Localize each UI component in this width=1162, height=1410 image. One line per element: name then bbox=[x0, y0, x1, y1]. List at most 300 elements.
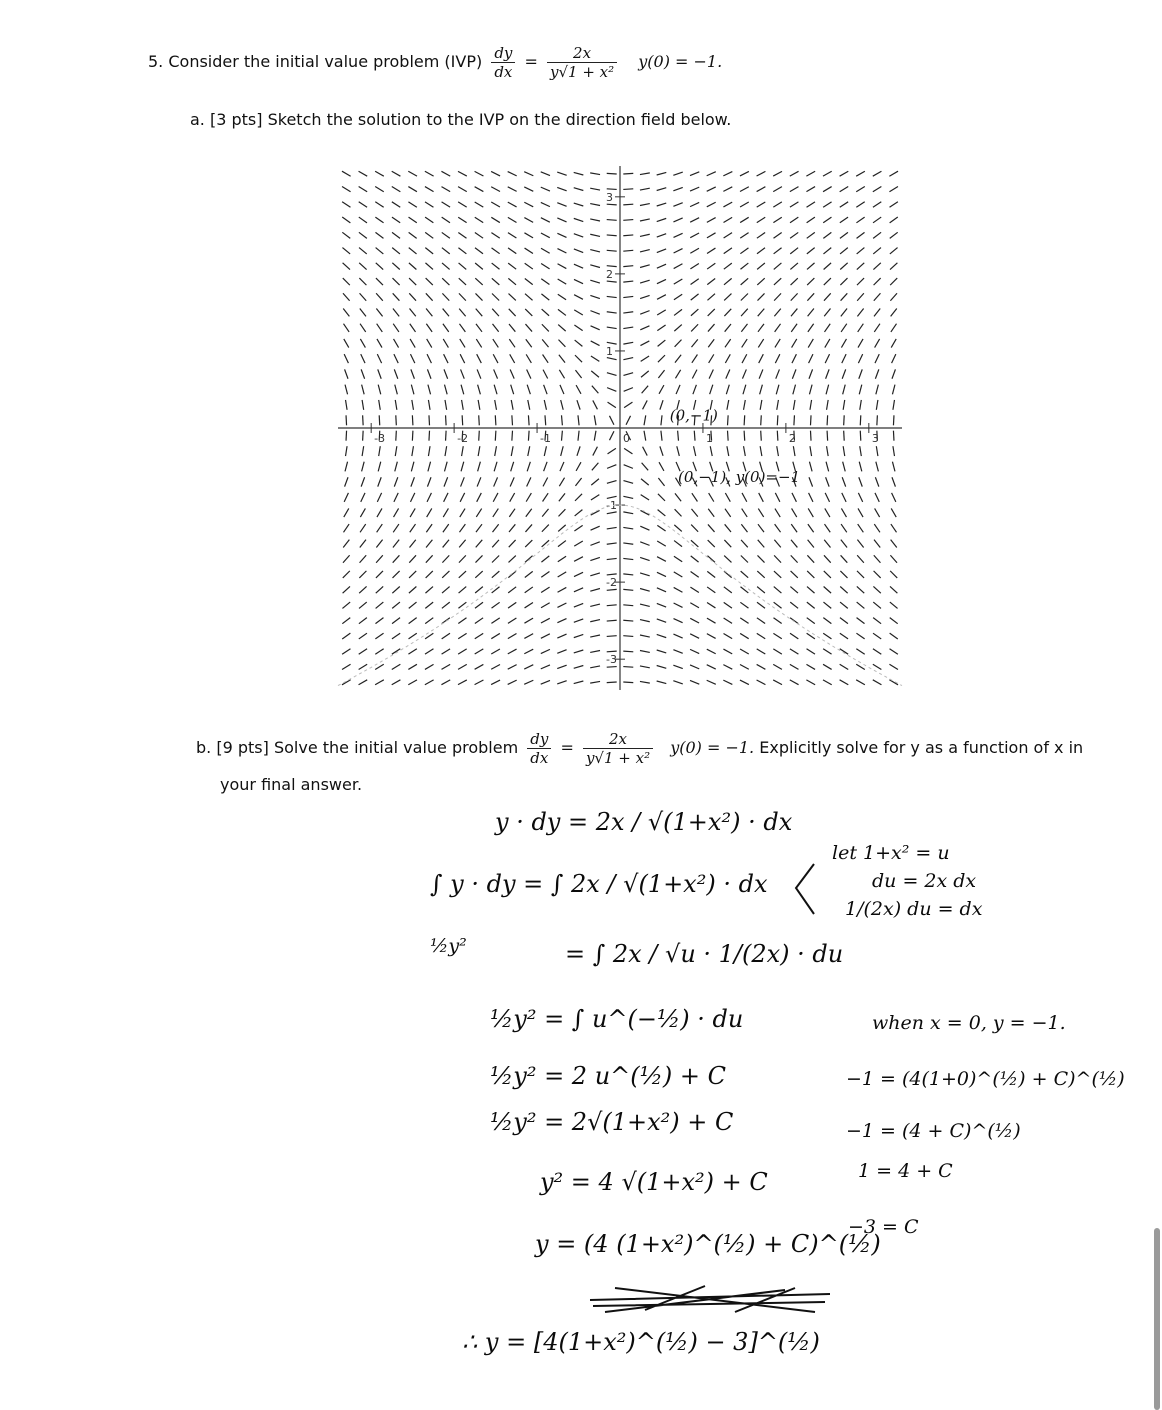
slope-segment bbox=[442, 618, 450, 624]
part-a-label: a. bbox=[190, 110, 205, 129]
scrollbar[interactable] bbox=[1154, 1228, 1160, 1410]
slope-segment bbox=[875, 508, 880, 517]
slope-segment bbox=[427, 369, 431, 378]
slope-segment bbox=[359, 217, 367, 223]
slope-segment bbox=[459, 324, 465, 332]
slope-segment bbox=[859, 462, 862, 472]
slope-segment bbox=[461, 369, 465, 378]
slope-segment bbox=[640, 604, 650, 606]
slope-segment bbox=[740, 602, 748, 608]
slope-segment bbox=[359, 263, 366, 270]
slope-segment bbox=[856, 680, 865, 685]
slope-segment bbox=[792, 354, 796, 363]
slope-segment bbox=[744, 400, 746, 410]
slope-segment bbox=[777, 431, 778, 441]
slope-segment bbox=[359, 232, 367, 238]
slope-segment bbox=[759, 369, 763, 378]
slope-segment bbox=[508, 263, 516, 269]
slope-segment bbox=[441, 680, 450, 685]
slope-segment bbox=[623, 496, 633, 498]
slope-segment bbox=[574, 310, 583, 315]
slope-segment bbox=[509, 294, 516, 301]
slope-segment bbox=[824, 524, 830, 532]
slope-segment bbox=[640, 250, 650, 252]
slope-segment bbox=[890, 555, 897, 562]
slope-segment bbox=[458, 202, 467, 207]
slope-segment bbox=[740, 171, 749, 176]
slope-segment bbox=[840, 278, 847, 285]
slope-segment bbox=[377, 524, 383, 532]
slope-segment bbox=[493, 524, 499, 532]
slope-segment bbox=[557, 203, 566, 207]
slope-segment bbox=[528, 400, 530, 410]
slope-segment bbox=[640, 681, 650, 683]
slope-segment bbox=[491, 187, 500, 192]
slope-segment bbox=[410, 508, 415, 517]
slope-segment bbox=[508, 217, 517, 222]
slope-segment bbox=[475, 171, 484, 176]
slope-segment bbox=[892, 462, 895, 472]
slope-segment bbox=[891, 324, 897, 332]
work-line-1: y · dy = 2x / √(1+x²) · dx bbox=[495, 808, 793, 836]
slope-segment bbox=[623, 342, 633, 344]
slope-segment bbox=[562, 431, 563, 441]
slope-segment bbox=[574, 234, 583, 237]
slope-segment bbox=[874, 293, 881, 300]
slope-segment bbox=[591, 526, 600, 530]
slope-segment bbox=[673, 218, 682, 222]
slope-segment bbox=[343, 571, 350, 578]
x-tick-label: 0 bbox=[623, 432, 630, 445]
slope-segment bbox=[425, 602, 433, 608]
slope-segment bbox=[840, 187, 849, 192]
slope-segment bbox=[740, 233, 748, 239]
slope-segment bbox=[825, 493, 829, 502]
slope-segment bbox=[475, 263, 483, 269]
slope-segment bbox=[410, 354, 414, 363]
slope-segment bbox=[544, 385, 548, 394]
slope-segment bbox=[758, 540, 765, 548]
slope-segment bbox=[444, 493, 448, 502]
substitution-du: du = 2x dx bbox=[872, 870, 977, 892]
slope-segment bbox=[707, 294, 715, 301]
slope-segment bbox=[607, 220, 617, 221]
work-line-8: y = (4 (1+x²)^(½) + C)^(½) bbox=[535, 1230, 881, 1258]
slope-segment bbox=[592, 463, 599, 471]
slope-segment bbox=[442, 187, 451, 192]
part-a-prompt bbox=[190, 110, 731, 129]
slope-segment bbox=[890, 217, 898, 223]
slope-segment bbox=[375, 664, 384, 669]
slope-segment bbox=[657, 279, 666, 283]
slope-segment bbox=[823, 217, 831, 223]
slope-segment bbox=[824, 555, 831, 562]
slope-segment bbox=[524, 634, 533, 639]
slope-segment bbox=[657, 603, 666, 607]
slope-segment bbox=[823, 232, 831, 238]
slope-segment bbox=[575, 510, 583, 516]
slope-segment bbox=[810, 446, 812, 456]
slope-segment bbox=[462, 446, 464, 456]
slope-segment bbox=[810, 400, 812, 410]
slope-segment bbox=[363, 431, 364, 441]
slope-segment bbox=[408, 171, 417, 176]
slope-segment bbox=[359, 633, 367, 639]
slope-segment bbox=[526, 339, 532, 347]
slope-segment bbox=[873, 633, 881, 639]
slope-segment bbox=[825, 339, 830, 348]
slope-segment bbox=[574, 588, 583, 592]
slope-segment bbox=[877, 415, 878, 425]
slope-segment bbox=[446, 415, 447, 425]
annotation-label: (0,−1) bbox=[669, 406, 718, 425]
slope-segment bbox=[378, 369, 381, 378]
rhs-fraction bbox=[547, 44, 617, 81]
slope-segment bbox=[774, 278, 781, 285]
slope-segment bbox=[346, 415, 347, 425]
slope-segment bbox=[856, 202, 864, 207]
slope-segment bbox=[623, 296, 633, 297]
slope-segment bbox=[690, 634, 699, 638]
slope-segment bbox=[543, 493, 549, 501]
slope-segment bbox=[790, 248, 798, 254]
slope-segment bbox=[873, 680, 882, 685]
slope-segment bbox=[791, 540, 797, 548]
annotation-label: (0,−1), y(0)=−1 bbox=[678, 467, 801, 486]
slope-segment bbox=[690, 218, 699, 222]
slope-segment bbox=[623, 250, 633, 251]
slope-segment bbox=[410, 493, 414, 502]
slope-segment bbox=[773, 217, 781, 222]
slope-segment bbox=[774, 602, 782, 608]
slope-segment bbox=[640, 219, 650, 221]
slope-segment bbox=[757, 649, 766, 654]
slope-segment bbox=[458, 602, 466, 608]
slope-segment bbox=[411, 369, 415, 378]
slope-segment bbox=[525, 324, 532, 332]
work-line-7: y² = 4 √(1+x²) + C bbox=[540, 1168, 768, 1196]
slope-segment bbox=[607, 651, 617, 652]
slope-segment bbox=[475, 233, 483, 239]
slope-segment bbox=[740, 618, 748, 624]
slope-segment bbox=[791, 524, 797, 532]
slope-segment bbox=[395, 385, 398, 395]
slope-segment bbox=[758, 339, 763, 347]
x-tick-label: 2 bbox=[788, 432, 796, 445]
slope-segment bbox=[590, 173, 600, 175]
slope-segment bbox=[445, 400, 447, 410]
slope-segment bbox=[726, 385, 729, 395]
slope-segment bbox=[360, 308, 366, 316]
slope-segment bbox=[761, 431, 762, 441]
slope-segment bbox=[541, 248, 550, 253]
slope-segment bbox=[725, 509, 731, 517]
slope-segment bbox=[773, 633, 781, 638]
slope-segment bbox=[724, 278, 732, 284]
slope-segment bbox=[757, 293, 764, 300]
slope-segment bbox=[558, 340, 565, 347]
slope-segment bbox=[492, 540, 499, 547]
slope-segment bbox=[826, 477, 830, 486]
slope-segment bbox=[442, 571, 449, 578]
slope-segment bbox=[495, 446, 497, 456]
slope-segment bbox=[557, 619, 566, 623]
slope-segment bbox=[691, 509, 697, 517]
slope-segment bbox=[557, 187, 566, 190]
slope-segment bbox=[875, 477, 878, 486]
slope-segment bbox=[425, 649, 433, 654]
slope-segment bbox=[659, 385, 664, 394]
slope-segment bbox=[827, 431, 828, 441]
slope-segment bbox=[707, 263, 715, 269]
slope-segment bbox=[657, 681, 667, 684]
slope-segment bbox=[607, 527, 617, 529]
slope-segment bbox=[741, 294, 748, 301]
slope-segment bbox=[623, 574, 633, 575]
slope-segment bbox=[809, 369, 813, 378]
slope-segment bbox=[393, 278, 400, 285]
slope-segment bbox=[376, 248, 384, 254]
slope-segment bbox=[827, 400, 829, 410]
slope-segment bbox=[874, 571, 881, 578]
slope-segment bbox=[807, 217, 815, 223]
slope-segment bbox=[724, 618, 732, 623]
slope-segment bbox=[541, 634, 550, 638]
slope-segment bbox=[425, 587, 433, 594]
slope-segment bbox=[541, 665, 550, 669]
substitution-dx: 1/(2x) du = dx bbox=[845, 898, 983, 920]
slope-segment bbox=[460, 493, 465, 502]
slope-segment bbox=[823, 602, 831, 608]
slope-segment bbox=[609, 416, 613, 425]
slope-segment bbox=[557, 634, 566, 638]
slope-segment bbox=[873, 171, 882, 176]
work-line-4: ½y² = ∫ u^(−½) · du bbox=[490, 1005, 744, 1033]
slope-segment bbox=[724, 602, 732, 608]
slope-segment bbox=[674, 525, 681, 532]
slope-segment bbox=[510, 477, 514, 486]
slope-segment bbox=[342, 186, 351, 191]
slope-segment bbox=[541, 649, 550, 653]
slope-segment bbox=[525, 309, 532, 316]
slope-segment bbox=[857, 540, 863, 548]
slope-segment bbox=[806, 187, 815, 192]
slope-segment bbox=[394, 477, 397, 486]
slope-segment bbox=[607, 465, 616, 469]
slope-segment bbox=[876, 385, 879, 395]
slope-segment bbox=[860, 415, 861, 425]
slope-segment bbox=[707, 202, 716, 207]
slope-segment bbox=[707, 618, 716, 623]
slope-segment bbox=[508, 587, 516, 593]
slope-segment bbox=[792, 369, 796, 378]
slope-segment bbox=[874, 324, 880, 332]
slope-segment bbox=[840, 263, 847, 270]
slope-segment bbox=[690, 649, 699, 653]
slope-segment bbox=[475, 571, 482, 578]
slope-segment bbox=[658, 494, 665, 501]
slope-segment bbox=[461, 477, 465, 486]
slope-segment bbox=[345, 369, 348, 378]
slope-segment bbox=[491, 680, 500, 685]
slope-segment bbox=[558, 541, 566, 547]
x-tick-label: 1 bbox=[705, 432, 713, 445]
slope-segment bbox=[808, 324, 814, 332]
slope-segment bbox=[757, 263, 765, 269]
slope-segment bbox=[807, 571, 814, 578]
slope-segment bbox=[757, 664, 766, 669]
slope-segment bbox=[760, 446, 762, 456]
slope-segment bbox=[443, 524, 449, 532]
slope-segment bbox=[442, 587, 450, 594]
slope-segment bbox=[593, 447, 598, 456]
slope-segment bbox=[560, 385, 564, 394]
slope-segment bbox=[591, 371, 599, 377]
slope-segment bbox=[458, 248, 466, 254]
slope-segment bbox=[893, 446, 895, 456]
slope-segment bbox=[525, 263, 533, 269]
slope-segment bbox=[857, 602, 865, 608]
slope-segment bbox=[544, 446, 546, 456]
slope-segment bbox=[575, 370, 581, 378]
slope-segment bbox=[411, 385, 414, 395]
slope-segment bbox=[773, 202, 782, 207]
slope-segment bbox=[425, 263, 433, 270]
slope-segment bbox=[708, 524, 715, 532]
slope-segment bbox=[807, 649, 815, 654]
slope-segment bbox=[508, 618, 516, 623]
slope-segment bbox=[843, 385, 846, 395]
slope-segment bbox=[657, 264, 666, 268]
slope-segment bbox=[558, 509, 565, 516]
slope-segment bbox=[541, 172, 550, 176]
slope-segment bbox=[657, 665, 667, 668]
slope-segment bbox=[346, 431, 347, 441]
slope-segment bbox=[791, 555, 798, 562]
slope-segment bbox=[740, 680, 749, 685]
slope-segment bbox=[345, 462, 348, 472]
slope-segment bbox=[674, 294, 682, 300]
slope-segment bbox=[408, 202, 416, 207]
slope-segment bbox=[343, 586, 350, 593]
slope-segment bbox=[545, 415, 546, 425]
slope-segment bbox=[476, 324, 482, 332]
slope-segment bbox=[475, 649, 484, 654]
slope-segment bbox=[707, 233, 716, 238]
slope-segment bbox=[541, 618, 550, 623]
slope-segment bbox=[773, 171, 782, 176]
slope-segment bbox=[640, 635, 650, 637]
slope-segment bbox=[359, 649, 367, 654]
slope-segment bbox=[690, 587, 698, 592]
part-b-ic: y(0) = −1. bbox=[670, 738, 755, 757]
slope-segment bbox=[607, 373, 617, 376]
slope-segment bbox=[491, 618, 499, 624]
slope-segment bbox=[623, 527, 633, 529]
slope-segment bbox=[640, 295, 649, 298]
slope-segment bbox=[860, 446, 862, 456]
slope-segment bbox=[827, 415, 828, 425]
slope-segment bbox=[840, 618, 848, 624]
slope-segment bbox=[891, 524, 897, 532]
slope-segment bbox=[527, 477, 531, 486]
slope-segment bbox=[458, 649, 467, 654]
slope-segment bbox=[574, 264, 583, 268]
work-line-5: ½y² = 2 u^(½) + C bbox=[490, 1062, 726, 1090]
slope-segment bbox=[857, 232, 865, 238]
slope-segment bbox=[342, 618, 350, 624]
slope-segment bbox=[508, 278, 516, 284]
slope-segment bbox=[774, 555, 781, 562]
slope-segment bbox=[728, 431, 729, 441]
slope-segment bbox=[491, 649, 500, 654]
slope-segment bbox=[509, 540, 516, 547]
slope-segment bbox=[644, 415, 646, 425]
slope-segment bbox=[757, 571, 764, 578]
slope-segment bbox=[842, 369, 845, 378]
slope-segment bbox=[591, 479, 599, 485]
slope-segment bbox=[790, 587, 798, 594]
slope-segment bbox=[640, 589, 650, 592]
slope-segment bbox=[574, 525, 582, 531]
slope-segment bbox=[807, 202, 815, 207]
slope-segment bbox=[844, 431, 845, 441]
slope-segment bbox=[475, 248, 483, 254]
slope-segment bbox=[443, 309, 449, 317]
slope-segment bbox=[823, 618, 831, 624]
slope-segment bbox=[594, 431, 596, 441]
slope-segment bbox=[640, 234, 650, 236]
slope-segment bbox=[691, 279, 699, 285]
slope-segment bbox=[856, 649, 864, 654]
slope-segment bbox=[673, 634, 682, 638]
slope-segment bbox=[824, 540, 830, 548]
slope-segment bbox=[459, 587, 467, 593]
slope-segment bbox=[443, 339, 448, 348]
slope-segment bbox=[876, 462, 879, 472]
slope-segment bbox=[608, 402, 616, 408]
slope-segment bbox=[508, 649, 517, 654]
slope-segment bbox=[824, 263, 831, 270]
slope-segment bbox=[674, 233, 683, 237]
slope-segment bbox=[710, 446, 712, 456]
slope-segment bbox=[875, 493, 879, 502]
slope-segment bbox=[727, 446, 729, 456]
slope-segment bbox=[428, 385, 431, 395]
y-tick-label: -2 bbox=[606, 576, 617, 590]
slope-segment bbox=[511, 462, 514, 472]
slope-segment bbox=[409, 217, 417, 223]
slope-segment bbox=[360, 324, 366, 332]
slope-segment bbox=[542, 540, 549, 547]
slope-segment bbox=[691, 339, 697, 347]
slope-segment bbox=[375, 618, 383, 624]
slope-segment bbox=[462, 415, 463, 425]
final-answer: ∴ y = [4(1+x²)^(½) − 3]^(½) bbox=[462, 1328, 820, 1356]
slope-segment bbox=[590, 188, 600, 190]
slope-segment bbox=[724, 309, 731, 316]
direction-field-plot[interactable] bbox=[330, 158, 910, 698]
slope-segment bbox=[807, 263, 815, 270]
slope-segment bbox=[777, 446, 779, 456]
slope-segment bbox=[824, 293, 831, 300]
slope-segment bbox=[425, 217, 433, 223]
slope-segment bbox=[392, 248, 400, 254]
part-b-dy-dx: $\frac{dy}{dx}$ bbox=[527, 730, 551, 767]
slope-segment bbox=[840, 248, 848, 254]
slope-segment bbox=[724, 571, 732, 577]
slope-segment bbox=[623, 312, 633, 313]
